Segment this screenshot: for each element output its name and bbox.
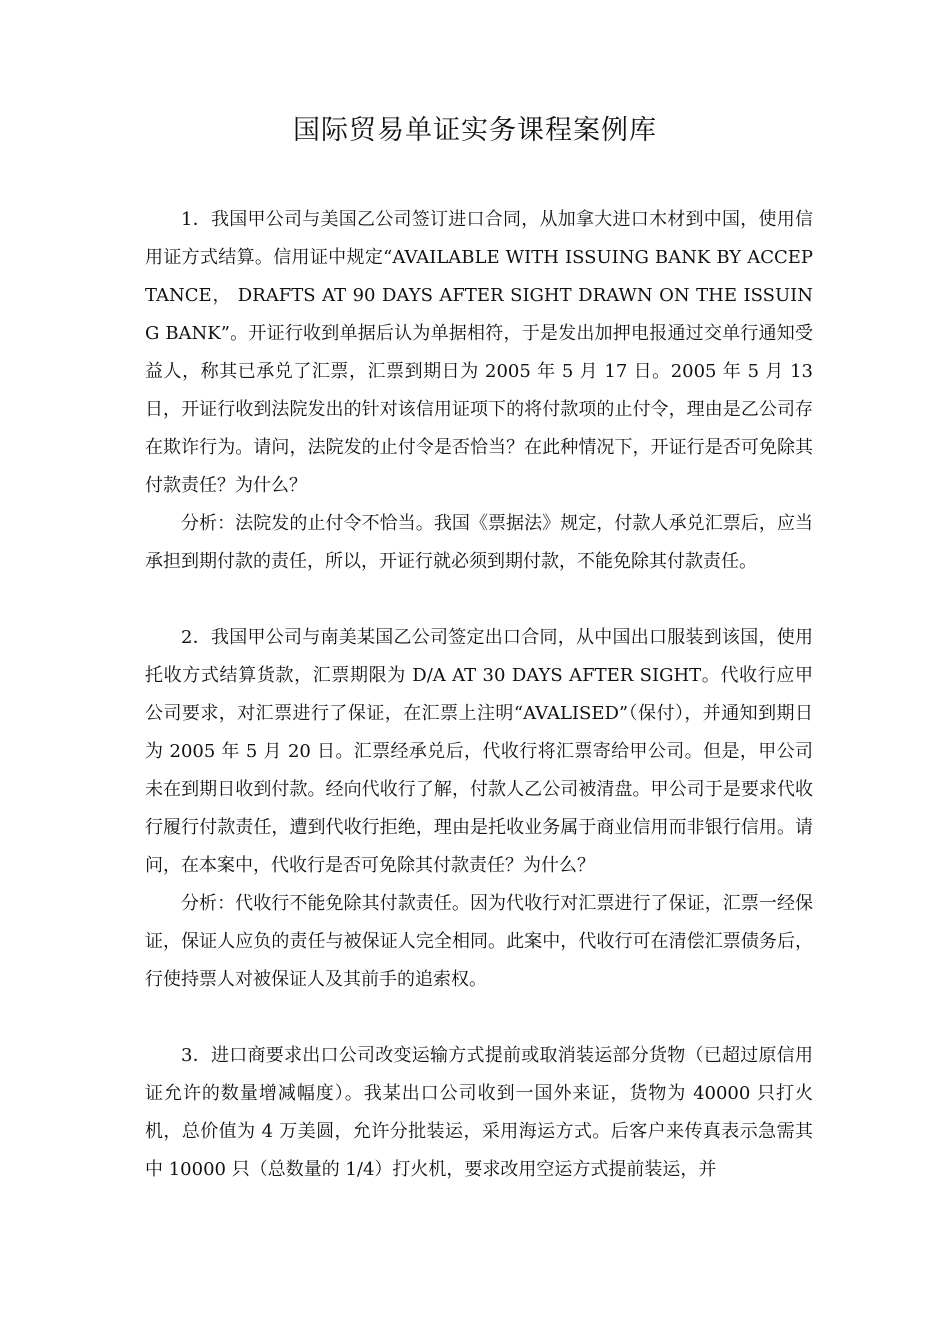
case-2-question: 2．我国甲公司与南美某国乙公司签定出口合同，从中国出口服装到该国，使用托收方式结算货款，汇票期限为 D/A AT 30 DAYS AFTER SIGHT。代收行应甲公司要求，对汇票进行了保证，在汇票上注明“AVALISED”（保付），并通知到期日为 2005 年 5 月 20 日。汇票经承兑后，代收行将汇票寄给甲公司。但是，甲公司未在到期日收到付款。经向代收行了解，付款人乙公司被清盘。甲公司于是要求代收行履行付款责任，遭到代收行拒绝，理由是托收业务属于商业信用而非银行信用。请问，在本案中，代收行是否可免除其付款责任？为什么？ [145, 627, 813, 876]
case-2-analysis: 分析：代收行不能免除其付款责任。因为代收行对汇票进行了保证，汇票一经保证，保证人应负的责任与被保证人完全相同。此案中，代收行可在清偿汇票债务后，行使持票人对被保证人及其前手的追索权。 [145, 893, 813, 990]
case-1-question: 1．我国甲公司与美国乙公司签订进口合同，从加拿大进口木材到中国，使用信用证方式结算。信用证中规定“AVAILABLE WITH ISSUING BANK BY ACCEPTANCE， DRAFTS AT 90 DAYS AFTER SIGHT DRAWN ON THE ISSUING BANK”。开证行收到单据后认为单据相符，于是发出加押电报通过交单行通知受益人，称其已承兑了汇票，汇票到期日为 2005 年 5 月 17 日。2005 年 5 月 13 日，开证行收到法院发出的针对该信用证项下的将付款项的止付令，理由是乙公司存在欺诈行为。请问，法院发的止付令是否恰当？在此种情况下，开证行是否可免除其付款责任？为什么？ [145, 209, 813, 496]
paragraph-gap [145, 581, 813, 619]
document-body [145, 201, 813, 1189]
case-1-analysis: 分析：法院发的止付令不恰当。我国《票据法》规定，付款人承兑汇票后，应当承担到期付款的责任，所以，开证行就必须到期付款，不能免除其付款责任。 [145, 513, 813, 572]
paragraph-gap [145, 999, 813, 1037]
case-3-question: 3．进口商要求出口公司改变运输方式提前或取消装运部分货物（已超过原信用证允许的数量增减幅度）。我某出口公司收到一国外来证，货物为 40000 只打火机，总价值为 4 万美圆，允许分批装运，采用海运方式。后客户来传真表示急需其中 10000 只（总数量的 1/4）打火机，要求改用空运方式提前装运，并 [145, 1045, 813, 1180]
page-title: 国际贸易单证实务课程案例库 [293, 115, 657, 146]
